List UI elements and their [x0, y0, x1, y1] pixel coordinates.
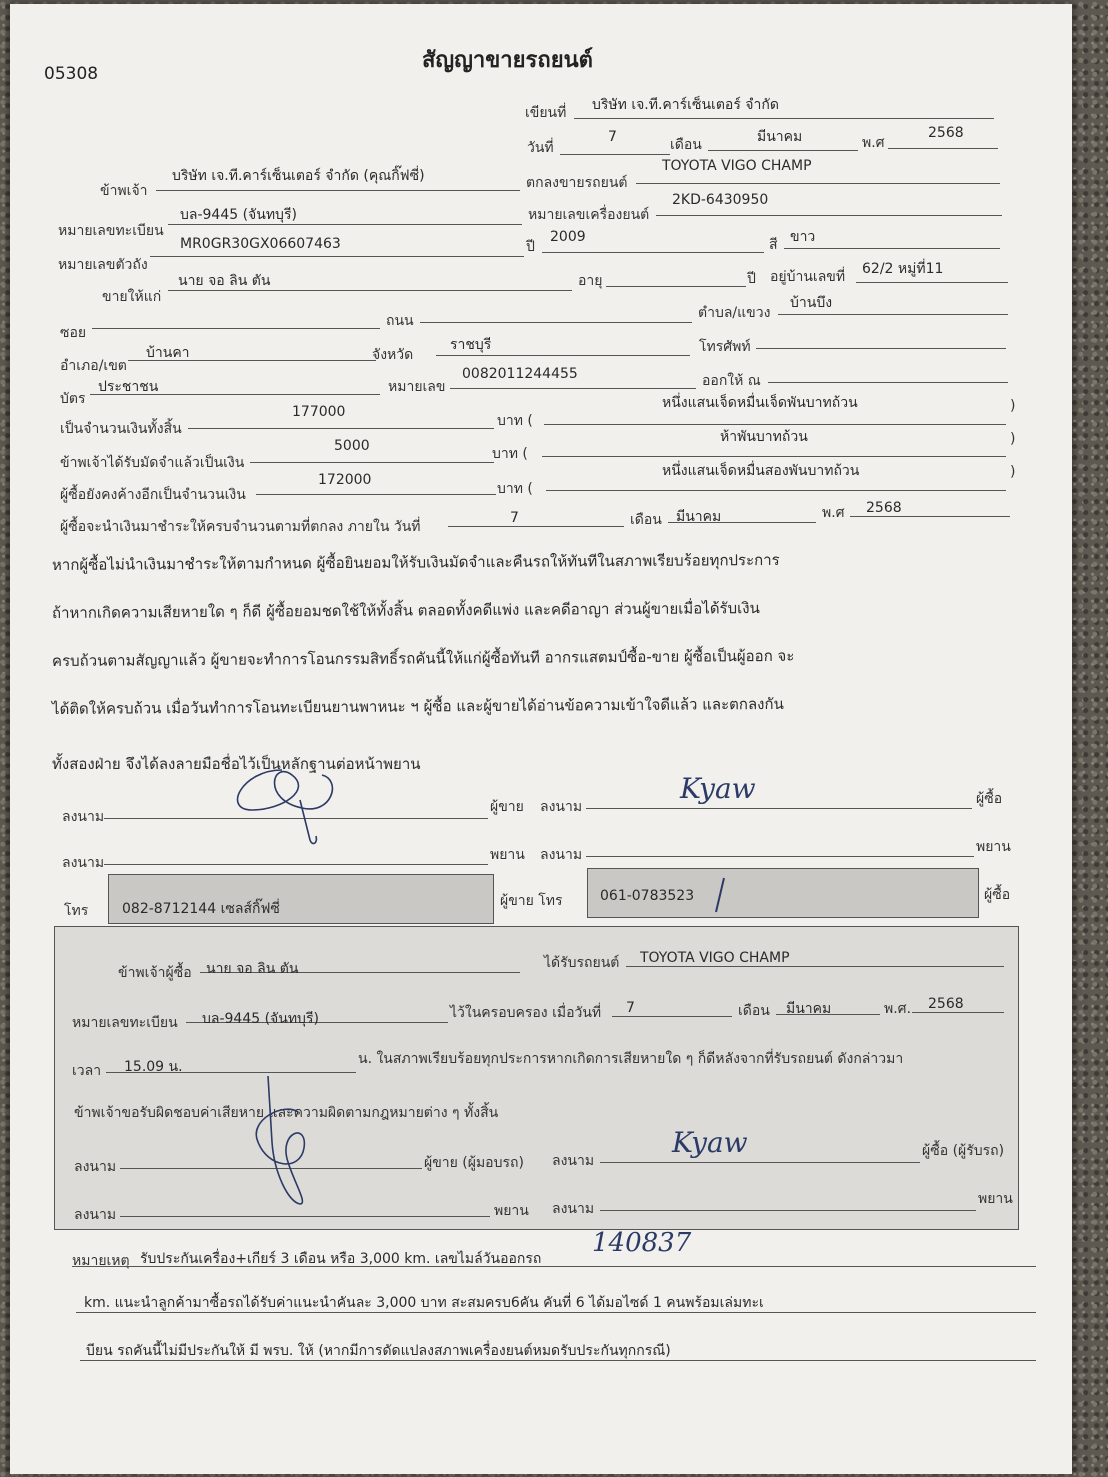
notes-line-3: บียน รถคันนี้ไม่มีประกันให้ มี พรบ. ให้ (หากมีการดัดแปลงสภาพเครื่องยนต์หมดรับประกันทุกกรณี)	[86, 1343, 671, 1359]
province-label: จังหวัด	[372, 347, 414, 363]
receipt-time-value: 15.09 น.	[124, 1059, 183, 1075]
receipt-year: 2568	[928, 996, 964, 1012]
agree-sell-value: TOYOTA VIGO CHAMP	[662, 158, 812, 174]
sign-label-1: ลงนาม	[62, 809, 105, 825]
color-line	[784, 248, 1000, 249]
written-at-line	[574, 118, 994, 119]
deposit-baht: บาท (	[492, 446, 528, 462]
written-at-label: เขียนที่	[525, 105, 567, 121]
seller-value: บริษัท เจ.ที.คาร์เซ็นเตอร์ จำกัด (คุณกิ๊ฟซี่)	[172, 168, 425, 184]
remaining-label: ผู้ซื้อยังคงค้างอีกเป็นจำนวนเงิน	[60, 487, 246, 503]
road-line	[420, 322, 692, 323]
deposit-line	[250, 462, 494, 463]
receipt-possession-label: ไว้ในครอบครอง เมื่อวันที่	[450, 1005, 602, 1021]
deposit-text: ห้าพันบาทถ้วน	[720, 429, 808, 445]
receipt-sign-label-2: ลงนาม	[552, 1153, 595, 1169]
year-value: 2009	[550, 229, 586, 245]
district-value: บ้านคา	[146, 345, 190, 361]
terms-line-4: ได้ติดให้ครบถ้วน เมื่อวันทำการโอนทะเบียนยานพาหนะ ฯ ผู้ซื้อ และผู้ขายได้อ่านข้อความเข้าใจดีแล้ว และตกลงกัน	[51, 694, 784, 718]
total-close: )	[1010, 398, 1016, 414]
witness1-role: พยาน	[490, 847, 525, 863]
receipt-month-label: เดือน	[738, 1003, 770, 1019]
terms-line-3: ครบถ้วนตามสัญญาแล้ว ผู้ขายจะทำการโอนกรรมสิทธิ์รถคันนี้ให้แก่ผู้ซื้อทันที อากรแสตมป์ซื้อ-ขาย ผู้ซื้อเป็นผู้ออก จะ	[51, 646, 795, 670]
sign-label-4: ลงนาม	[540, 847, 583, 863]
seller-label: ข้าพเจ้า	[100, 183, 148, 199]
payment-due-day-line	[448, 526, 624, 527]
notes-mileage: 140837	[592, 1228, 692, 1258]
receipt-sign-label-1: ลงนาม	[74, 1159, 117, 1175]
buyer-sign-role: ผู้ซื้อ	[976, 791, 1003, 807]
card-label: บัตร	[60, 391, 86, 407]
terms-line-1: หากผู้ซื้อไม่นำเงินมาชำระให้ตามกำหนด ผู้ซื้อยินยอมให้รับเงินมัดจำและคืนรถให้ทันทีในสภาพเรียบร้อยทุกประการ	[51, 550, 780, 574]
house-no-label: อยู่บ้านเลขที่	[770, 269, 846, 285]
document-number: 05308	[44, 64, 99, 84]
buyer-phone-value: 061-0783523	[600, 888, 695, 904]
receipt-day-line	[612, 1016, 732, 1017]
seller-sign-role: ผู้ขาย	[490, 799, 524, 815]
deposit-label: ข้าพเจ้าได้รับมัดจำแล้วเป็นเงิน	[60, 455, 245, 471]
receipt-day: 7	[626, 1000, 635, 1016]
chassis-label: หมายเลขตัวถัง	[58, 257, 148, 273]
total-baht: บาท (	[497, 413, 533, 429]
engine-line	[656, 215, 1002, 216]
issued-at-label: ออกให้ ณ	[702, 373, 761, 389]
notes-line-1-underline	[72, 1266, 1036, 1267]
buyer-signature: Kyaw	[680, 772, 756, 805]
total-text: หนึ่งแสนเจ็ดหมื่นเจ็ดพันบาทถ้วน	[662, 395, 858, 411]
payment-due-year: 2568	[866, 500, 902, 516]
deposit-value: 5000	[334, 438, 370, 454]
soi-line	[92, 328, 380, 329]
receipt-time-label: เวลา	[72, 1063, 102, 1079]
agree-sell-label: ตกลงขายรถยนต์	[526, 175, 628, 191]
date-year-label: พ.ศ	[862, 135, 885, 151]
receipt-witness1-role: พยาน	[494, 1203, 529, 1219]
house-no-line	[856, 282, 1008, 283]
document-title: สัญญาขายรถยนต์	[422, 48, 593, 73]
terms-line-2: ถ้าหากเกิดความเสียหายใด ๆ ก็ดี ผู้ซื้อยอมชดใช้ให้ทั้งสิ้น ตลอดทั้งคดีแพ่ง และคดีอาญา ส่วนผู้ขายเมื่อได้รับเงิน	[51, 599, 760, 622]
card-no-value: 0082011244455	[462, 366, 578, 382]
buyer-sign-line	[586, 808, 972, 809]
chassis-value: MR0GR30GX06607463	[180, 236, 341, 252]
color-label: สี	[769, 237, 778, 253]
date-day-label: วันที่	[527, 140, 554, 156]
witness2-sign-line	[586, 856, 974, 857]
payment-due-month-label: เดือน	[630, 512, 662, 528]
house-no-value: 62/2 หมู่ที่11	[862, 261, 944, 277]
receipt-year-label: พ.ศ.	[884, 1001, 912, 1017]
payment-due-label: ผู้ซื้อจะนำเงินมาชำระให้ครบจำนวนตามที่ตกลง ภายใน วันที่	[60, 519, 421, 535]
card-no-line	[450, 388, 696, 389]
seller-phone-tag: ผู้ขาย โทร	[500, 893, 563, 909]
buyer-value: นาย จอ ลิน ตัน	[178, 273, 271, 289]
age-line	[606, 286, 746, 287]
date-year: 2568	[928, 125, 964, 141]
payment-due-year-line	[850, 516, 1010, 517]
receipt-seller-role: ผู้ขาย (ผู้มอบรถ)	[424, 1155, 524, 1171]
total-text-line	[544, 424, 1006, 425]
receipt-plate-value: บล-9445 (จันทบุรี)	[202, 1011, 319, 1027]
road-label: ถนน	[386, 313, 414, 329]
subdistrict-value: บ้านบึง	[790, 295, 833, 311]
chassis-line	[150, 256, 524, 257]
receipt-liability: ข้าพเจ้าขอรับผิดชอบค่าเสียหาย และความผิดตามกฎหมายต่าง ๆ ทั้งสิ้น	[74, 1105, 499, 1121]
receipt-received-line	[626, 966, 1004, 967]
remaining-baht: บาท (	[497, 481, 533, 497]
receipt-month: มีนาคม	[786, 1001, 832, 1017]
witness2-role: พยาน	[976, 839, 1011, 855]
card-no-label: หมายเลข	[388, 379, 446, 395]
buyer-label: ขายให้แก่	[102, 289, 162, 305]
witness1-sign-line	[104, 864, 488, 865]
seller-line	[156, 190, 520, 191]
date-day-line	[560, 154, 670, 155]
receipt-witness2-role: พยาน	[978, 1191, 1013, 1207]
year-line	[542, 252, 764, 253]
remaining-close: )	[1010, 464, 1016, 480]
total-line	[188, 428, 494, 429]
receipt-box	[54, 926, 1019, 1230]
date-month: มีนาคม	[757, 129, 803, 145]
receipt-buyer-label: ข้าพเจ้าผู้ซื้อ	[118, 965, 192, 981]
receipt-witness2-line	[600, 1210, 976, 1211]
buyer-phone-mark	[710, 876, 730, 916]
seller-signature-drawing	[222, 760, 362, 850]
date-year-line	[888, 148, 998, 149]
phone-row-label: โทร	[64, 903, 89, 919]
receipt-received-value: TOYOTA VIGO CHAMP	[640, 950, 790, 966]
sign-label-3: ลงนาม	[62, 855, 105, 871]
date-day: 7	[608, 129, 617, 145]
payment-due-month: มีนาคม	[676, 509, 722, 525]
notes-line-2: km. แนะนำลูกค้ามาซื้อรถได้รับค่าแนะนำคันละ 3,000 บาท สะสมครบ6คัน คันที่ 6 ได้มอไซด์ 1 คนพร้อมเล่มทะเ	[84, 1295, 764, 1311]
receipt-buyer-value: นาย จอ ลิน ตัน	[206, 961, 299, 977]
remaining-value: 172000	[318, 472, 372, 488]
color-value: ขาว	[790, 229, 816, 245]
receipt-buyer-sign-line	[600, 1162, 920, 1163]
payment-due-day: 7	[510, 510, 519, 526]
sign-label-2: ลงนาม	[540, 799, 583, 815]
receipt-buyer-role: ผู้ซื้อ (ผู้รับรถ)	[922, 1143, 1005, 1159]
seller-phone-value: 082-8712144 เซลส์กิ๊ฟซี่	[122, 901, 280, 917]
card-value: ประชาชน	[98, 379, 159, 395]
plate-value: บล-9445 (จันทบุรี)	[180, 207, 297, 223]
issued-at-line	[768, 382, 1008, 383]
notes-line-1: รับประกันเครื่อง+เกียร์ 3 เดือน หรือ 3,000 km. เลขไมล์วันออกรถ	[140, 1251, 542, 1267]
subdistrict-label: ตำบล/แขวง	[698, 305, 771, 321]
age-label: อายุ	[578, 273, 603, 289]
date-month-line	[708, 150, 858, 151]
soi-label: ซอย	[60, 325, 87, 341]
payment-due-year-label: พ.ศ	[822, 505, 845, 521]
receipt-year-line	[912, 1012, 1004, 1013]
buyer-phone-tag: ผู้ซื้อ	[984, 887, 1011, 903]
age-unit: ปี	[747, 271, 756, 287]
notes-line-2-underline	[76, 1312, 1036, 1313]
remaining-text: หนึ่งแสนเจ็ดหมื่นสองพันบาทถ้วน	[662, 463, 860, 479]
year-label: ปี	[526, 239, 535, 255]
written-at-value: บริษัท เจ.ที.คาร์เซ็นเตอร์ จำกัด	[592, 97, 779, 113]
district-label: อำเภอ/เขต	[60, 358, 127, 374]
remaining-text-line	[546, 490, 1006, 491]
receipt-time-suffix: น. ในสภาพเรียบร้อยทุกประการหากเกิดการเสียหายใด ๆ ก็ดีหลังจากที่รับรถยนต์ ดังกล่าวมา	[358, 1051, 904, 1067]
plate-label: หมายเลขทะเบียน	[58, 223, 164, 239]
engine-label: หมายเลขเครื่องยนต์	[528, 207, 650, 223]
deposit-close: )	[1010, 431, 1016, 447]
receipt-received-label: ได้รับรถยนต์	[544, 955, 620, 971]
terms-line-5: ทั้งสองฝ่าย จึงได้ลงลายมือชื่อไว้เป็นหลักฐานต่อหน้าพยาน	[52, 755, 421, 773]
receipt-sign-label-4: ลงนาม	[552, 1201, 595, 1217]
receipt-buyer-signature: Kyaw	[672, 1126, 748, 1159]
province-value: ราชบุรี	[450, 337, 492, 353]
deposit-text-line	[542, 456, 1006, 457]
total-label: เป็นจำนวนเงินทั้งสิ้น	[60, 421, 182, 437]
notes-line-3-underline	[80, 1360, 1036, 1361]
receipt-witness1-line	[120, 1216, 490, 1217]
phone-label: โทรศัพท์	[699, 339, 751, 355]
notes-label: หมายเหตุ	[72, 1253, 130, 1269]
date-month-label: เดือน	[670, 137, 702, 153]
subdistrict-line	[778, 314, 1008, 315]
engine-value: 2KD-6430950	[672, 192, 769, 208]
total-value: 177000	[292, 404, 346, 420]
receipt-sign-label-3: ลงนาม	[74, 1207, 117, 1223]
receipt-seller-signature-drawing	[228, 1072, 328, 1212]
remaining-line	[256, 494, 496, 495]
receipt-plate-label: หมายเลขทะเบียน	[72, 1015, 178, 1031]
phone-line	[756, 348, 1006, 349]
agree-sell-line	[636, 183, 1000, 184]
